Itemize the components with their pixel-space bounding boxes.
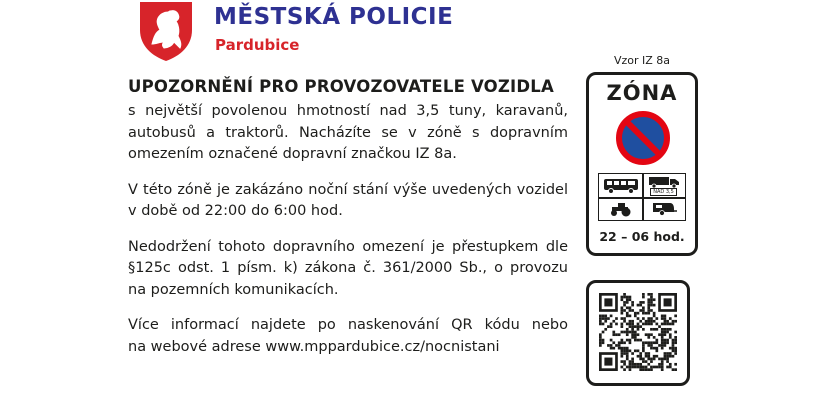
- text-line: v době od 22:00 do 6:00 hod.: [128, 203, 343, 219]
- qr-code-box[interactable]: [586, 280, 690, 386]
- text-line: autobusů a traktorů. Nacházíte se v zóně s dopravním: [128, 124, 568, 141]
- truck-icon: [648, 176, 680, 188]
- text-line: na pozemních komunikacích.: [128, 281, 339, 298]
- org-name: MĚSTSKÁ POLICIE: [214, 4, 454, 30]
- vehicle-grid: [598, 173, 686, 221]
- bus-icon: [603, 178, 639, 194]
- org-city: Pardubice: [215, 36, 300, 54]
- truck-cell: [642, 174, 685, 197]
- text-line: na webové adrese www.mppardubice.cz/nocnistani: [128, 338, 500, 355]
- no-parking-icon: [616, 111, 670, 165]
- header: [134, 0, 534, 62]
- tractor-icon: [608, 201, 634, 217]
- sign-caption: Vzor IZ 8a: [613, 54, 671, 67]
- zone-sign: [586, 72, 698, 256]
- text-line: omezením označené dopravní značkou IZ 8a.: [128, 146, 457, 162]
- notice-paragraph-4: [128, 315, 568, 358]
- text-line: Více informací najdete po naskenování QR kódu nebo: [128, 317, 568, 333]
- qr-code-icon[interactable]: [599, 293, 677, 371]
- tractor-cell: [599, 197, 642, 220]
- city-crest-icon: [134, 0, 198, 62]
- notice-title: UPOZORNĚNÍ PRO PROVOZOVATELE VOZIDLA: [128, 77, 554, 96]
- text-line: V této zóně je zakázáno noční stání výše uvedených vozidel: [128, 181, 568, 198]
- notice-body: [128, 76, 568, 372]
- sign-hours: 22 – 06 hod.: [599, 229, 685, 244]
- text-line: Nedodržení tohoto dopravního omezení je přestupkem dle: [128, 238, 568, 255]
- sign-title: ZÓNA: [606, 81, 678, 105]
- weight-label: NAD 3,5: [650, 188, 677, 196]
- caravan-icon: [650, 201, 678, 217]
- notice-paragraph-3: [128, 237, 568, 302]
- caravan-cell: [642, 197, 685, 220]
- bus-cell: [599, 174, 642, 197]
- notice-paragraph-1: [128, 101, 568, 166]
- text-line: s největší povolenou hmotností nad 3,5 tuny, karavanů,: [128, 103, 568, 119]
- text-line: §125c odst. 1 písm. k) zákona č. 361/2000 Sb., o provozu: [128, 260, 568, 276]
- notice-paragraph-2: [128, 180, 568, 223]
